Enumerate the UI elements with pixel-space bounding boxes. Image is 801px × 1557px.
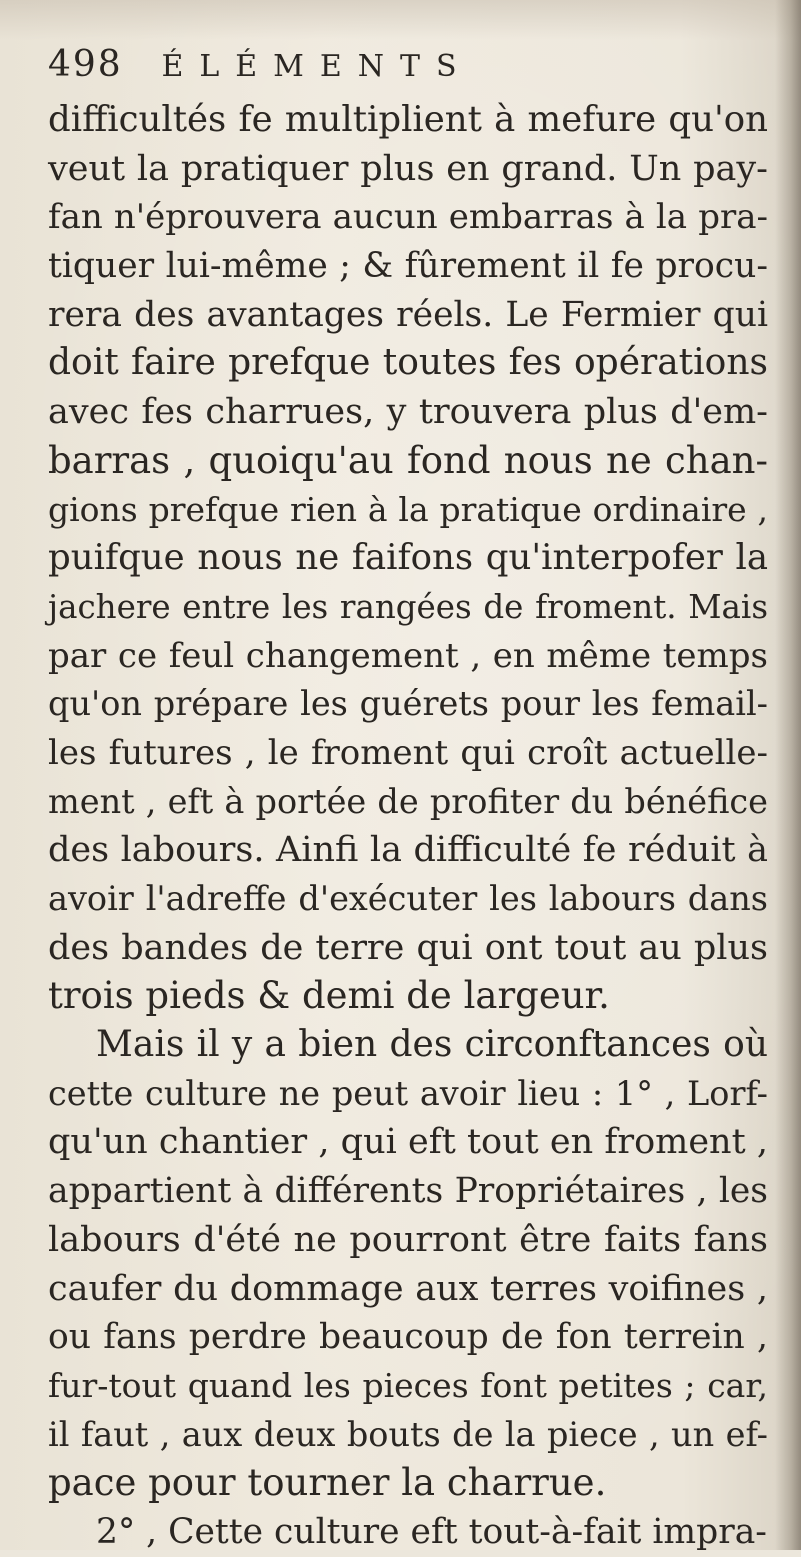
text-line: appartient à différents Propriétaires , les bbox=[48, 1171, 768, 1212]
text-line: avec fes charrues, y trouvera plus d'em- bbox=[48, 392, 768, 433]
text-line: des labours. Ainfi la difficulté fe réduit à bbox=[48, 830, 768, 871]
text-line: gions prefque rien à la pratique ordinaire , bbox=[48, 489, 768, 529]
text-line: ou fans perdre beaucoup de fon terrein , bbox=[48, 1317, 768, 1358]
page-gutter-shadow bbox=[775, 0, 801, 1550]
text-line: rera des avantages réels. Le Fermier qui bbox=[48, 294, 768, 335]
text-line: par ce feul changement , en même temps bbox=[48, 635, 768, 676]
text-line: caufer du dommage aux terres voifines , bbox=[48, 1268, 768, 1309]
body-text bbox=[48, 96, 768, 1557]
text-line: qu'on prépare les guérets pour les femail- bbox=[48, 684, 768, 724]
text-line: jachere entre les rangées de froment. Mais bbox=[48, 587, 768, 626]
text-line: tiquer lui-même ; & fûrement il fe procu- bbox=[48, 246, 768, 287]
page-top-shadow bbox=[0, 0, 801, 40]
text-line: ment , eft à portée de profiter du bénéfice bbox=[48, 781, 768, 821]
paragraph-start-line: 2° , Cette culture eft tout-à-fait impra- bbox=[96, 1511, 767, 1552]
text-line: avoir l'adreffe d'exécuter les labours dans bbox=[48, 879, 768, 918]
text-line: labours d'été ne pourront être faits fans bbox=[48, 1219, 768, 1260]
text-line: veut la pratiquer plus en grand. Un pay- bbox=[48, 148, 768, 189]
text-line: qu'un chantier , qui eft tout en froment , bbox=[48, 1122, 768, 1163]
text-line: difficultés fe multiplient à mefure qu'on bbox=[48, 99, 768, 140]
text-line: les futures , le froment qui croît actuelle- bbox=[48, 732, 768, 773]
page-header bbox=[48, 44, 748, 88]
text-line: puifque nous ne faifons qu'interpofer la bbox=[48, 537, 768, 579]
paragraph-end-line: pace pour tourner la charrue. bbox=[48, 1461, 607, 1505]
text-line: des bandes de terre qui ont tout au plus bbox=[48, 927, 768, 968]
text-line: doit faire prefque toutes fes opérations bbox=[48, 342, 768, 384]
running-title: ÉLÉMENTS bbox=[161, 49, 473, 84]
text-line: fan n'éprouvera aucun embarras à la pra- bbox=[48, 197, 768, 238]
text-line: fur-tout quand les pieces font petites ; car, bbox=[48, 1365, 768, 1405]
text-line: il faut , aux deux bouts de la piece , un ef- bbox=[48, 1414, 768, 1454]
text-line: cette culture ne peut avoir lieu : 1° , Lorf- bbox=[48, 1073, 768, 1113]
page-number: 498 bbox=[48, 44, 123, 85]
paragraph-end-line: trois pieds & demi de largeur. bbox=[48, 974, 610, 1018]
text-line: barras , quoiqu'au fond nous ne chan- bbox=[48, 438, 768, 482]
paragraph-start-line: Mais il y a bien des circonftances où bbox=[96, 1024, 768, 1066]
